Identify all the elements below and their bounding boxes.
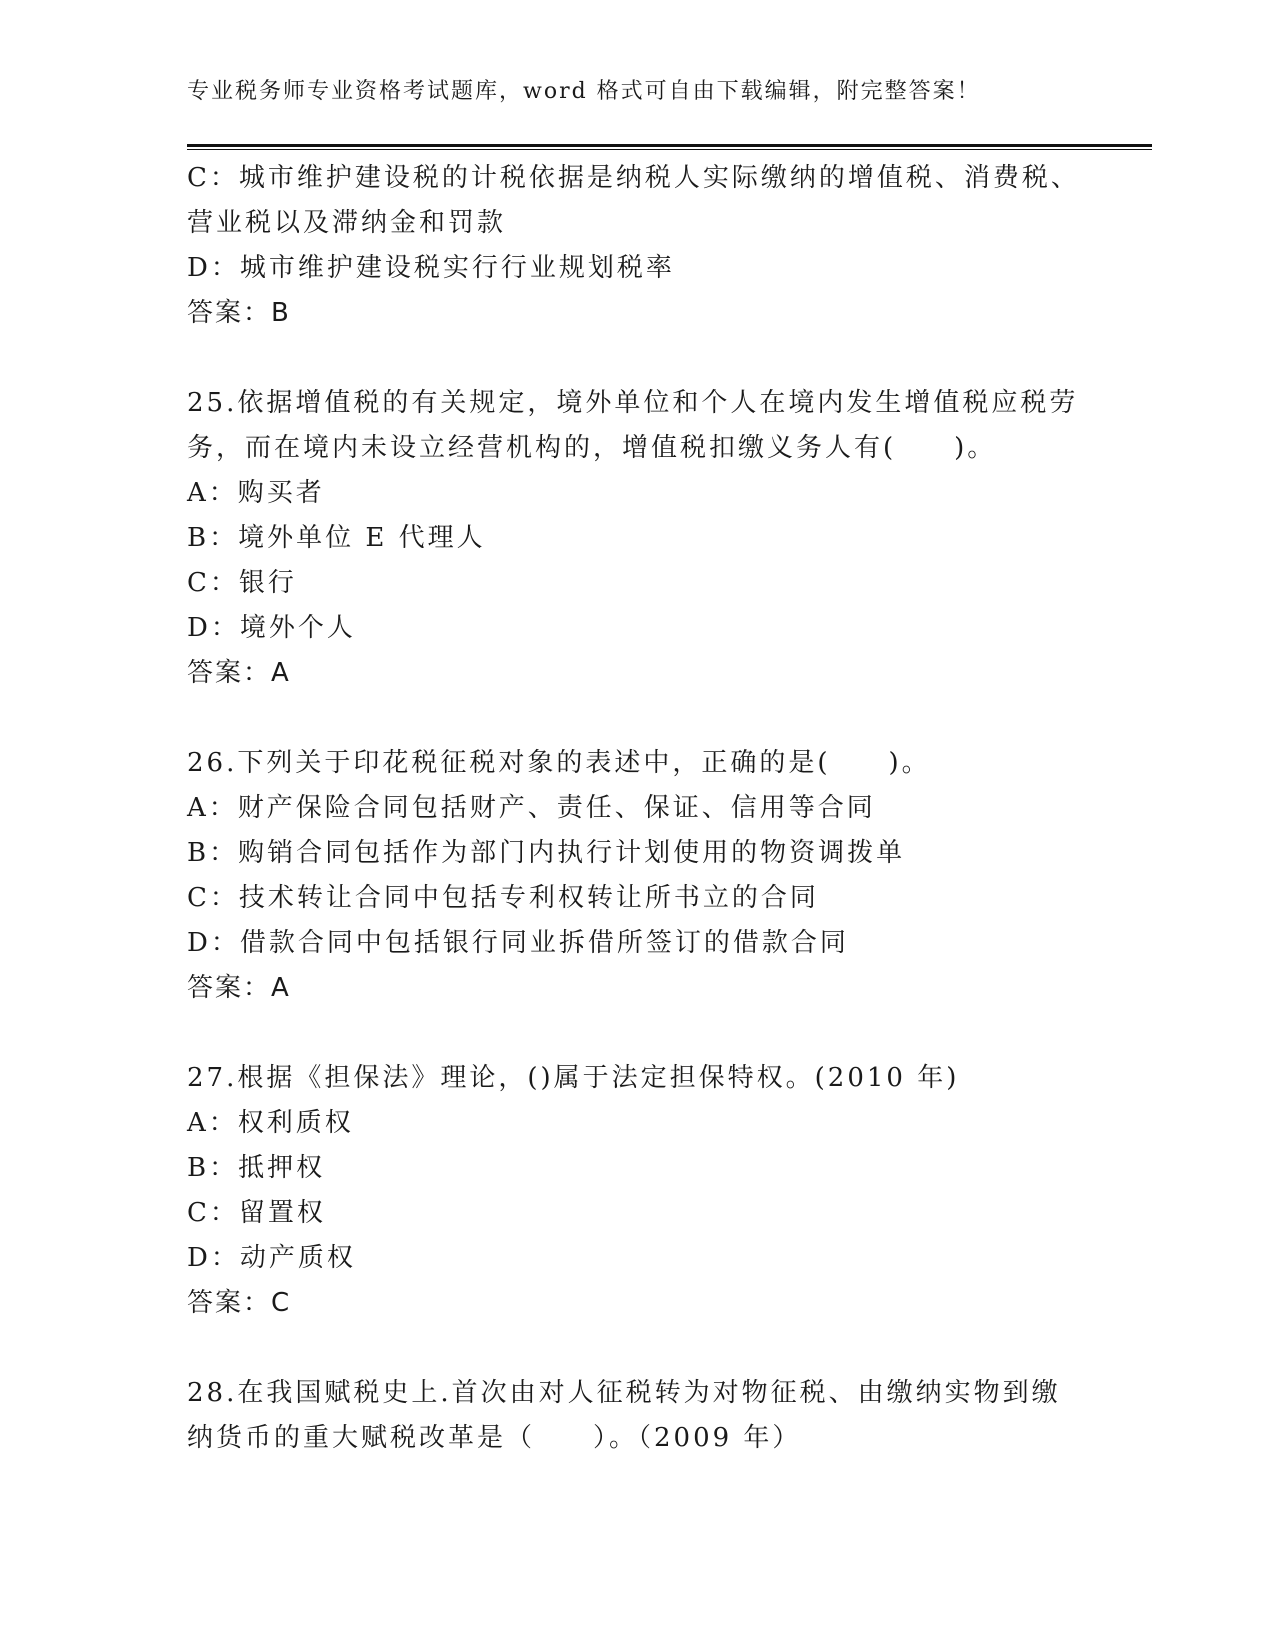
option-line: D：借款合同中包括银行同业拆借所签订的借款合同 [187, 928, 849, 958]
question-text: 务，而在境内未设立经营机构的，增值税扣缴义务人有( )。 [187, 433, 997, 463]
header-rule-thin [187, 149, 1152, 150]
option-line: A：财产保险合同包括财产、责任、保证、信用等合同 [187, 793, 876, 823]
option-line: B：抵押权 [187, 1153, 326, 1183]
answer-line: 答案：C [187, 1288, 292, 1318]
header-rule [187, 144, 1152, 150]
option-line: D：城市维护建设税实行行业规划税率 [187, 253, 675, 283]
question-text: 26.下列关于印花税征税对象的表述中，正确的是( )。 [187, 748, 931, 778]
answer-line: 答案：A [187, 658, 291, 688]
answer-line: 答案：A [187, 973, 291, 1003]
question-block [187, 1056, 1087, 1326]
question-text: 纳货币的重大赋税改革是（ ）。（2009 年） [187, 1423, 802, 1453]
option-line: B：境外单位 E 代理人 [187, 523, 486, 553]
question-block [187, 381, 1087, 696]
question-block [187, 1371, 1087, 1461]
question-text: 28.在我国赋税史上.首次由对人征税转为对物征税、由缴纳实物到缴 [187, 1378, 1061, 1408]
question-block [187, 156, 1087, 336]
option-line: B：购销合同包括作为部门内执行计划使用的物资调拨单 [187, 838, 906, 868]
option-line: C：技术转让合同中包括专利权转让所书立的合同 [187, 883, 819, 913]
question-text: 27.根据《担保法》理论，()属于法定担保特权。(2010 年) [187, 1063, 960, 1093]
option-line: A：权利质权 [187, 1108, 354, 1138]
header-note: 专业税务师专业资格考试题库，word 格式可自由下载编辑，附完整答案！ [187, 79, 981, 104]
option-line: C：留置权 [187, 1198, 326, 1228]
header-rule-thick [187, 144, 1152, 147]
option-line: A：购买者 [187, 478, 325, 508]
option-line: D：境外个人 [187, 613, 356, 643]
answer-line: 答案：B [187, 298, 291, 328]
question-block [187, 741, 1087, 1011]
question-text: 25.依据增值税的有关规定，境外单位和个人在境内发生增值税应税劳 [187, 388, 1079, 418]
option-line: 营业税以及滞纳金和罚款 [187, 208, 507, 238]
option-line: C：银行 [187, 568, 297, 598]
option-line: D：动产质权 [187, 1243, 356, 1273]
question-content [187, 156, 1087, 1461]
option-line: C：城市维护建设税的计税依据是纳税人实际缴纳的增值税、消费税、 [187, 163, 1080, 193]
